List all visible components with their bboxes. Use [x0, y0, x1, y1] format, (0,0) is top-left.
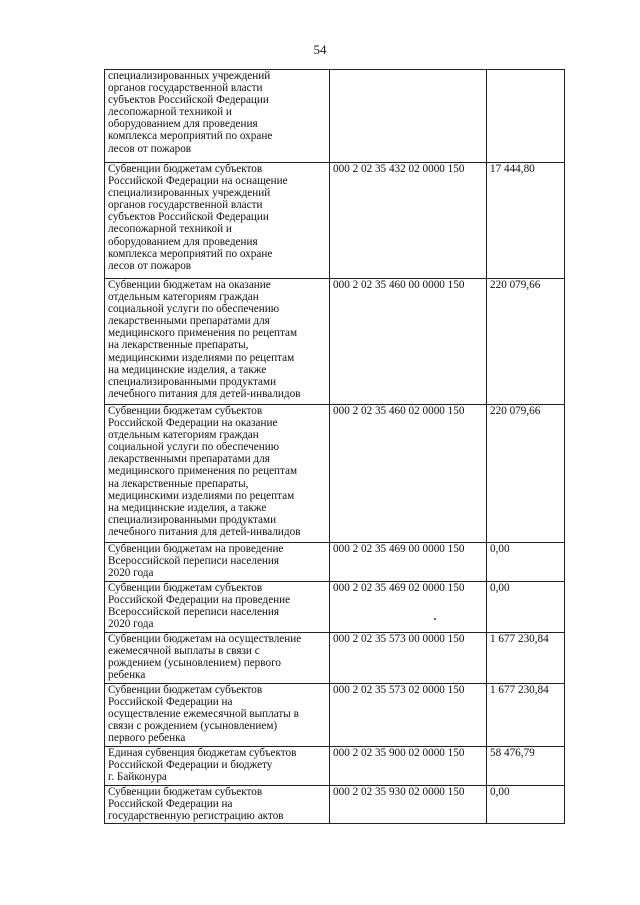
budget-code-cell: 000 2 02 35 573 02 0000 150 — [330, 684, 487, 747]
revenue-name-cell: Субвенции бюджетам на оказание отдельным категориям граждан социальной услуги по обеспечению лекарственными препаратами для медицинского применения по рецептам на лекарственные препараты, медицинскими изделиями по рецептам на медицинские изделия, а также специализированными продуктами лечебного питания для детей-инвалидов — [105, 279, 330, 405]
budget-revenue-table — [104, 69, 565, 824]
amount-cell: 17 444,80 — [487, 163, 565, 279]
revenue-name-cell: Субвенции бюджетам субъектов Российской Федерации на оснащение специализированных учреждений органов государственной власти субъектов Российской Федерации лесопожарной техникой и оборудованием для проведения комплекса мероприятий по охране лесов от пожаров — [105, 163, 330, 279]
scan-speck — [434, 618, 436, 620]
revenue-name-cell: Субвенции бюджетам на осуществление ежемесячной выплаты в связи с рождением (усыновлением) первого ребенка — [105, 633, 330, 684]
amount-cell: 58 476,79 — [487, 747, 565, 786]
budget-code-cell: 000 2 02 35 573 00 0000 150 — [330, 633, 487, 684]
table-row — [105, 405, 565, 543]
amount-cell: 0,00 — [487, 786, 565, 824]
amount-cell: 1 677 230,84 — [487, 684, 565, 747]
revenue-name-cell: Субвенции бюджетам субъектов Российской Федерации на оказание отдельным категориям граждан социальной услуги по обеспечению лекарственными препаратами для медицинского применения по рецептам на лекарственные препараты, медицинскими изделиями по рецептам на медицинские изделия, а также специализированными продуктами лечебного питания для детей-инвалидов — [105, 405, 330, 543]
amount-cell: 1 677 230,84 — [487, 633, 565, 684]
revenue-name-cell: специализированных учреждений органов государственной власти субъектов Российской Федерации лесопожарной техникой и оборудованием для проведения комплекса мероприятий по охране лесов от пожаров — [105, 70, 330, 163]
budget-code-cell: 000 2 02 35 460 00 0000 150 — [330, 279, 487, 405]
revenue-name-cell: Субвенции бюджетам субъектов Российской Федерации на проведение Всероссийской переписи населения 2020 года — [105, 582, 330, 633]
table-row — [105, 279, 565, 405]
table-row — [105, 747, 565, 786]
revenue-name-cell: Субвенции бюджетам субъектов Российской Федерации на осуществление ежемесячной выплаты в связи с рождением (усыновлением) первого ребенка — [105, 684, 330, 747]
table-row — [105, 70, 565, 163]
table-row — [105, 163, 565, 279]
budget-code-cell: 000 2 02 35 900 02 0000 150 — [330, 747, 487, 786]
revenue-name-cell: Субвенции бюджетам на проведение Всероссийской переписи населения 2020 года — [105, 543, 330, 582]
revenue-name-cell: Единая субвенция бюджетам субъектов Российской Федерации и бюджету г. Байконура — [105, 747, 330, 786]
table-row — [105, 633, 565, 684]
table-row — [105, 786, 565, 824]
table-row — [105, 582, 565, 633]
budget-code-cell: 000 2 02 35 930 02 0000 150 — [330, 786, 487, 824]
budget-code-cell: 000 2 02 35 469 02 0000 150 — [330, 582, 487, 633]
revenue-name-cell: Субвенции бюджетам субъектов Российской Федерации на государственную регистрацию актов — [105, 786, 330, 824]
budget-code-cell: 000 2 02 35 432 02 0000 150 — [330, 163, 487, 279]
budget-code-cell — [330, 70, 487, 163]
amount-cell: 0,00 — [487, 582, 565, 633]
page-number: 54 — [313, 42, 327, 57]
amount-cell: 0,00 — [487, 543, 565, 582]
amount-cell: 220 079,66 — [487, 405, 565, 543]
table-row — [105, 543, 565, 582]
budget-code-cell: 000 2 02 35 469 00 0000 150 — [330, 543, 487, 582]
amount-cell: 220 079,66 — [487, 279, 565, 405]
budget-code-cell: 000 2 02 35 460 02 0000 150 — [330, 405, 487, 543]
amount-cell — [487, 70, 565, 163]
table-row — [105, 684, 565, 747]
